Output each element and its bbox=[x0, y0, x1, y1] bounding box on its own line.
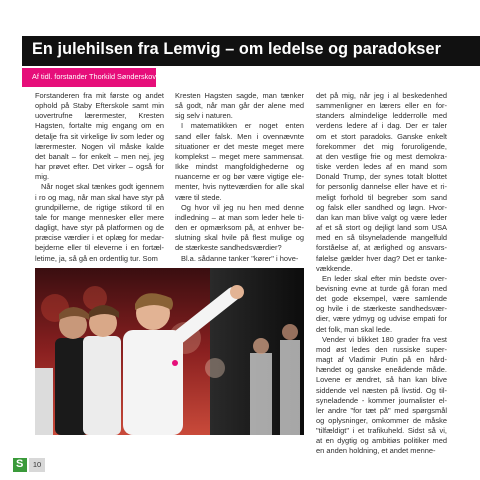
text-line: Ikke mindst mangfoldighederne og bbox=[175, 162, 304, 172]
magazine-logo-letter: S bbox=[16, 458, 24, 470]
text-line: situationer er det meste meget mere bbox=[175, 141, 304, 151]
text-line: syneladende - kommer journalister el- bbox=[316, 395, 447, 405]
text-line: ler andre "for tæt på" med spørgsmål bbox=[316, 405, 447, 415]
text-line: i ro og mag, når man skal have styr på bbox=[35, 192, 164, 202]
text-line: af et så stort og dejligt land som USA bbox=[316, 223, 447, 233]
text-line: det banalt – for enkelt – men nej, jeg bbox=[35, 151, 164, 161]
text-line: dier, være ydmyg og udvise empati for bbox=[316, 314, 447, 324]
text-line: mig. bbox=[35, 172, 50, 182]
text-line: Kresten Hagsten sagde, man tænker bbox=[175, 91, 304, 100]
text-line: at den vestlige frie og mest demokra- bbox=[316, 151, 447, 161]
text-line: tale for mange mennesker eller mere bbox=[35, 212, 164, 222]
text-line: Hagsten, fortalte mig engang om en bbox=[35, 121, 164, 131]
text-line: meligt forhold til begreber som sand bbox=[316, 192, 447, 202]
article-photo bbox=[35, 268, 304, 435]
text-line: Når noget skal tænkes godt igennem bbox=[41, 182, 164, 192]
text-column-3 bbox=[316, 91, 447, 457]
text-line: forekommer det mig foruroligende, bbox=[316, 141, 447, 151]
page-number: 10 bbox=[29, 458, 45, 472]
text-line: Donald Trump, der synes totalt blottet bbox=[316, 172, 447, 182]
text-line: dan kan man blive valgt og være leder bbox=[316, 212, 447, 222]
text-line: detalje fra sit virkelige liv som leder og bbox=[35, 131, 164, 141]
text-line: lærermester. Nogen vil måske kalde bbox=[35, 141, 164, 151]
text-line: letime, ja, så gå en ordentlig tur. Som bbox=[35, 253, 158, 263]
article-title: En julehilsen fra Lemvig – om ledelse og paradokser bbox=[32, 40, 442, 58]
text-line: I matematikken er noget enten bbox=[181, 121, 304, 131]
text-line: for personlig dannelse eller have et ri- bbox=[316, 182, 447, 192]
text-line: så godt, når man går der alene med bbox=[175, 101, 304, 111]
byline-bar bbox=[22, 68, 156, 87]
text-line: forståelse af, at ærlighed og ansvars- bbox=[316, 243, 447, 253]
text-line: slutning skal hvile på flest mulige og bbox=[175, 233, 304, 243]
text-column-1 bbox=[35, 91, 164, 264]
text-line: indledning – at man som leder hele ti- bbox=[175, 212, 304, 222]
text-line: de stærkeste sandhedsværdier? bbox=[175, 243, 282, 253]
text-line: standers almindelige ledderrolle med bbox=[316, 111, 447, 121]
text-line: "tilfældigt" i et trafikuheld. Sidst så vi, bbox=[316, 426, 447, 436]
text-line: den er opmærksom på, at enhver be- bbox=[175, 223, 304, 233]
text-line: det gode eksempel, være samlende bbox=[316, 294, 447, 304]
text-line: uovertrufne lærermester, Kresten bbox=[35, 111, 164, 121]
text-line: dagligt, have styr på platformen og de bbox=[35, 223, 164, 233]
text-line: grundpillerne, de rigtige stikord til en bbox=[35, 202, 164, 212]
text-line: med en så tilsyneladende mangelfuld bbox=[316, 233, 447, 243]
text-line: mod øst ledes den russiske super- bbox=[316, 344, 447, 354]
text-line: Bl.a. sådanne tanker "kører" i hove- bbox=[181, 253, 299, 263]
text-line: vækkende. bbox=[316, 263, 353, 273]
text-line: en anden holdning, et andet menne- bbox=[316, 446, 436, 456]
text-line: siddende vel næsten på livstid. Og til- bbox=[316, 385, 447, 395]
text-line: det på mig, når jeg i al beskedenhed bbox=[316, 91, 447, 100]
magazine-logo-badge bbox=[13, 458, 27, 472]
text-line: følelse gælder hver dag? Det er tanke- bbox=[316, 253, 447, 263]
text-line: har prøvet efter. Det virker – også for bbox=[35, 162, 164, 172]
text-line: bejderne eller til eleverne i en fortæl- bbox=[35, 243, 164, 253]
basketball-players-photo bbox=[35, 268, 304, 435]
text-line: sig selv i naturen. bbox=[175, 111, 233, 121]
text-line: ophold på Staby Efterskole samt min bbox=[35, 101, 164, 111]
text-line: komplekst – meget mere sammensat. bbox=[175, 151, 304, 161]
text-line: Og hvor vil jeg nu hen med denne bbox=[181, 202, 304, 212]
text-line: En leder skal efter min bedste over- bbox=[322, 273, 447, 283]
text-line: og hvile i de stærkeste sandhedsvær- bbox=[316, 304, 447, 314]
article-title-bar bbox=[22, 36, 480, 66]
text-line: om et stort paradoks. Ganske enkelt bbox=[316, 131, 447, 141]
text-column-2 bbox=[175, 91, 304, 264]
article-byline: Af tidl. forstander Thorkild Sønderskov bbox=[32, 72, 156, 81]
text-line: hændet og ganske eneådende måde. bbox=[316, 365, 447, 375]
text-line: tiske verden ledes af en mand som bbox=[316, 162, 447, 172]
text-line: Vender vi blikket 180 grader fra vest bbox=[322, 334, 447, 344]
text-line: verdens ledere af i dag. Der er taler bbox=[316, 121, 447, 131]
text-line: og oplysninger, omkommer de måske bbox=[316, 416, 447, 425]
text-line: at en dygtig og ambitiøs politiker med bbox=[316, 436, 447, 446]
text-line: sand eller falsk. Men i ovennævnte bbox=[175, 131, 304, 141]
text-line: præcise værdier i et oplæg for medar- bbox=[35, 233, 164, 243]
text-line: magt af Vladimir Putin på en hård- bbox=[316, 355, 447, 365]
text-line: være til stede. bbox=[175, 192, 222, 202]
text-line: Lovene er ændret, så han kan blive bbox=[316, 375, 447, 385]
text-line: og falsk eller sandhed og løgn. Hvor- bbox=[316, 202, 447, 212]
text-line: sammenligner en lærers eller en for- bbox=[316, 101, 447, 111]
text-line: menter, hvis nytteværdien for alle skal bbox=[175, 182, 304, 192]
text-line: Forstanderen fra mit første og andet bbox=[35, 91, 164, 100]
text-line: det folk, man skal lede. bbox=[316, 324, 393, 334]
text-line: bevisning evne at turde gå foran med bbox=[316, 283, 447, 293]
text-line: nuancerne er og bør være vigtige ele- bbox=[175, 172, 304, 182]
